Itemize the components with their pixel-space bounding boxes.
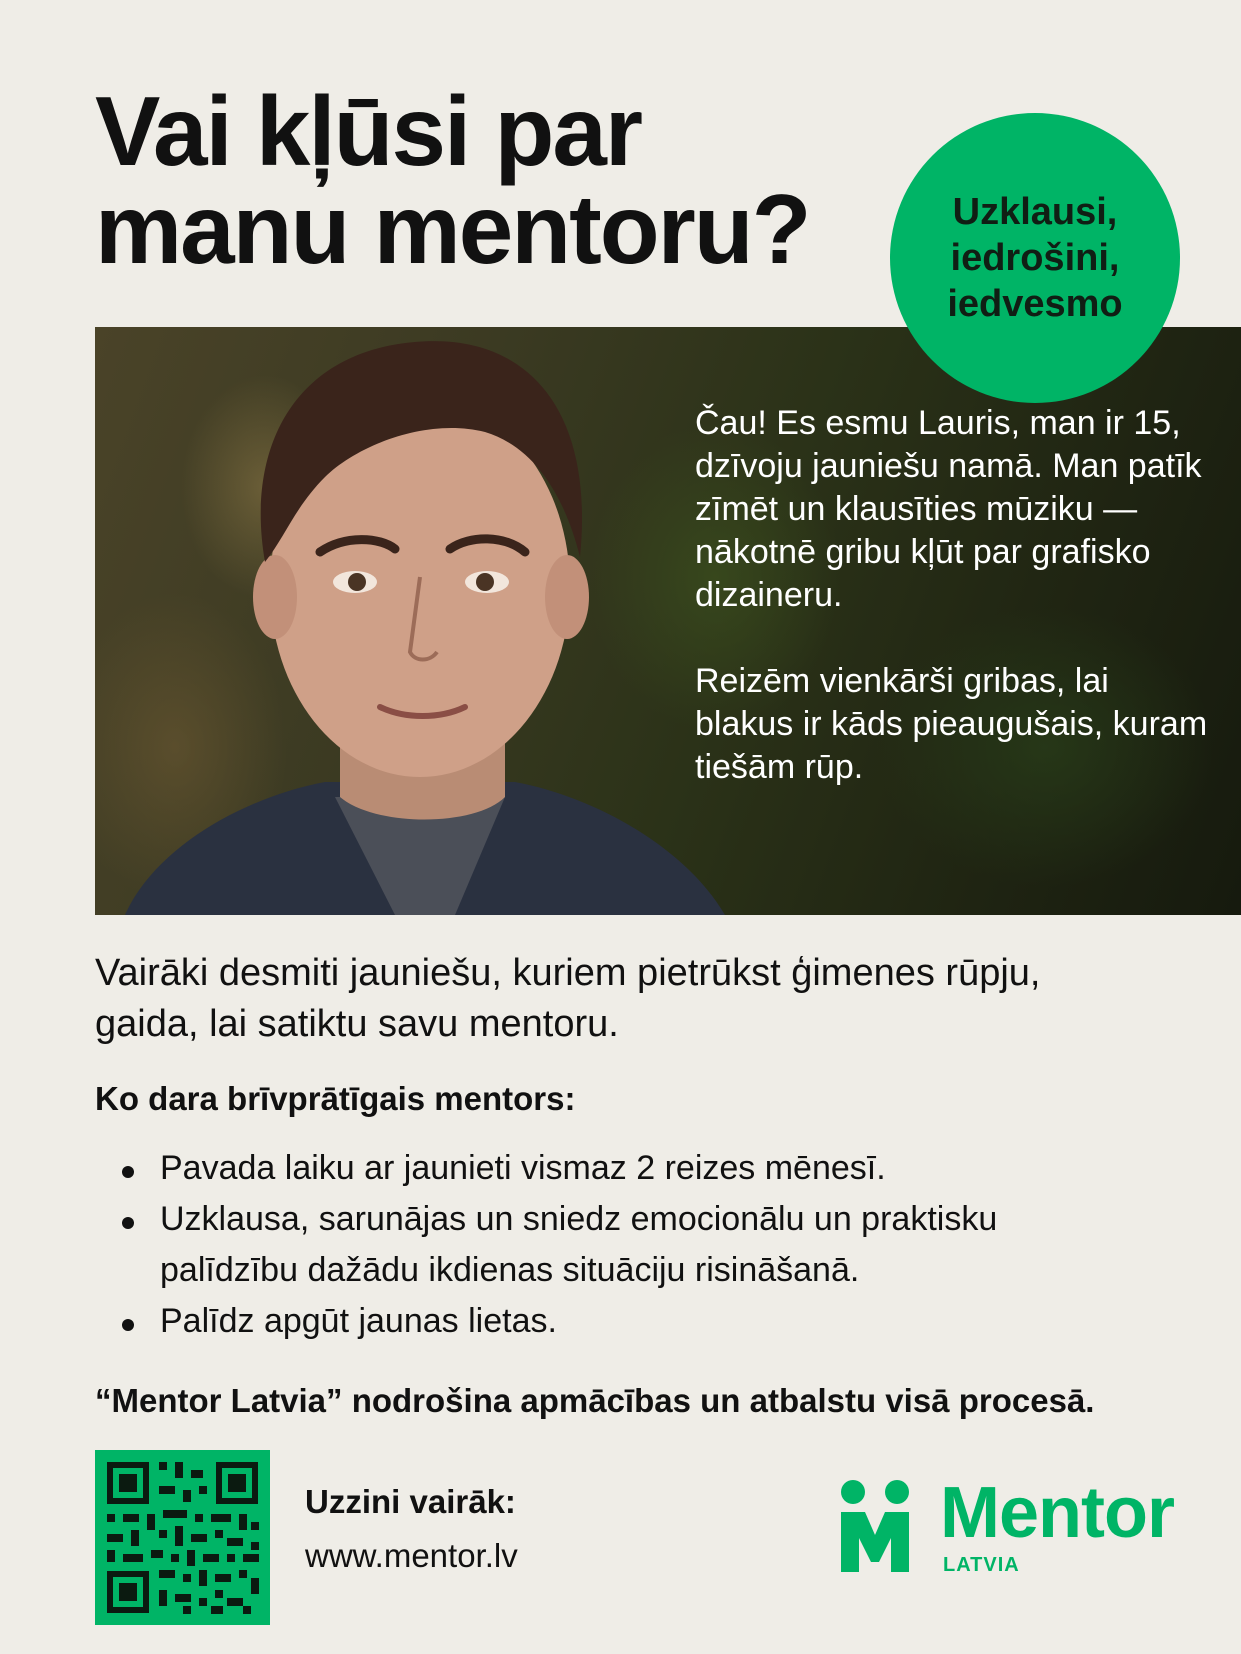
headline xyxy=(95,76,875,284)
duties-heading: Ko dara brīvprātīgais mentors: xyxy=(95,1080,576,1117)
mentor-logo-icon xyxy=(835,1480,935,1580)
slogan-badge xyxy=(890,113,1180,403)
bio-paragraph-1: Čau! Es esmu Lauris, man ir 15, dzīvoju jauniešu namā. Man patīk zīmēt un klausīties mūziku — nākotnē gribu kļūt par grafisko dizaineru. xyxy=(695,404,1202,614)
headline-line-1: Vai kļūsi par xyxy=(95,76,641,186)
badge-line-3: iedvesmo xyxy=(947,283,1123,325)
learn-more-label: Uzzini vairāk: xyxy=(305,1483,516,1520)
badge-line-1: Uzklausi, xyxy=(952,191,1118,233)
bio-paragraph-2: Reizēm vienkārši gribas, lai blakus ir kāds pieaugušais, kuram tiešām rūp. xyxy=(695,662,1208,786)
qr-code-icon[interactable] xyxy=(95,1450,270,1625)
badge-line-2: iedrošini, xyxy=(950,237,1120,279)
website-link[interactable]: www.mentor.lv xyxy=(305,1537,518,1574)
mentor-logo xyxy=(835,1473,1185,1580)
support-statement: “Mentor Latvia” nodrošina apmācības un atbalstu visā procesā. xyxy=(95,1382,1095,1419)
portrait-photo xyxy=(95,327,1241,915)
logo-subtitle: LATVIA xyxy=(943,1554,1020,1576)
duties-list xyxy=(122,1143,1122,1347)
lead-paragraph: Vairāki desmiti jauniešu, kuriem pietrūkst ģimenes rūpju, gaida, lai satiktu savu mentoru. xyxy=(95,952,1041,1045)
list-item: Pavada laiku ar jaunieti vismaz 2 reizes mēnesī. xyxy=(122,1143,1122,1194)
list-item: Palīdz apgūt jaunas lietas. xyxy=(122,1296,1122,1347)
logo-wordmark: Mentor xyxy=(940,1473,1174,1553)
headline-line-2: manu mentoru? xyxy=(95,174,810,284)
bio-text xyxy=(695,402,1215,832)
list-item: Uzklausa, sarunājas un sniedz emocionālu un praktisku palīdzību dažādu ikdienas situāciju risināšanā. xyxy=(122,1194,1122,1296)
